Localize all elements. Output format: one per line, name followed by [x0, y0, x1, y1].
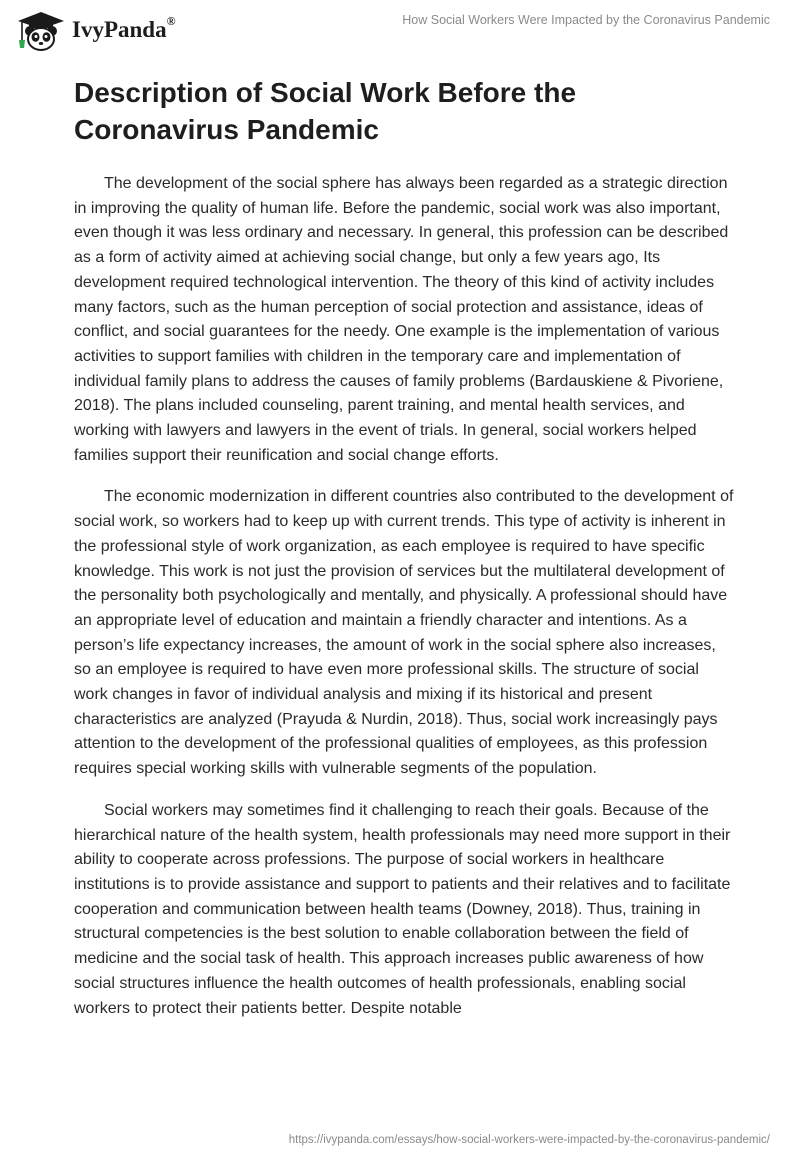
article-body [74, 172, 734, 1038]
paragraph-3: Social workers may sometimes find it challenging to reach their goals. Because of the hierarchical nature of the health system, health professionals may need more support in their ability to cooperate across professions. The purpose of social workers in healthcare institutions is to provide assistance and support to patients and their relatives and to facilitate cooperation and communication between health teams (Downey, 2018). Thus, training in structural competencies is the best solution to enable collaboration between the field of medicine and the social task of health. This approach increases public awareness of how social structures influence the health outcomes of health professionals, enabling social workers to protect their patients better. Despite notable [74, 801, 731, 1017]
source-url[interactable]: https://ivypanda.com/essays/how-social-workers-were-impacted-by-the-coronavirus-pandemic/ [288, 1134, 770, 1146]
logo-wordmark: IvyPanda® [72, 14, 176, 42]
paragraph-2: The economic modernization in different countries also contributed to the development of social work, so workers had to keep up with current trends. This type of activity is inherent in the professional style of work organization, as each employee is required to have specific knowledge. This work is not just the provision of services but the multilateral development of the personality both psychologically and mentally, and physically. A professional should have an appropriate level of education and maintain a friendly character and intentions. As a person’s life expectancy increases, the amount of work in the social sphere also increases, so an employee is required to have even more professional skills. The structure of social work changes in favor of individual analysis and mixing if its historical and present characteristics are analyzed (Prayuda & Nurdin, 2018). Thus, social work increasingly pays attention to the development of the professional qualities of employees, as this profession requires special working skills with vulnerable segments of the population. [74, 488, 734, 778]
panda-graduate-icon [14, 10, 66, 52]
page-title: Description of Social Work Before the Coronavirus Pandemic [74, 77, 577, 145]
running-title: How Social Workers Were Impacted by the Coronavirus Pandemic [402, 13, 770, 27]
ivypanda-logo[interactable] [14, 10, 176, 52]
paragraph-1: The development of the social sphere has always been regarded as a strategic direction in improving the quality of human life. Before the pandemic, social work was also important, even though it was less ordinary and necessary. In general, this profession can be described as a form of activity aimed at achieving social change, but only a few years ago, Its development required technological intervention. The theory of this kind of activity includes many factors, such as the human perception of social protection and assistance, ideas of conflict, and social guarantees for the needy. One example is the implementation of various activities to support families with children in the temporary care and implementation of individual family plans to address the causes of family problems (Bardauskiene & Pivoriene, 2018). The plans included counseling, parent training, and mental health services, and working with lawyers and lawyers in the event of trials. In general, social workers helped families support their reunification and social change efforts. [74, 175, 729, 464]
page-header [0, 0, 800, 60]
